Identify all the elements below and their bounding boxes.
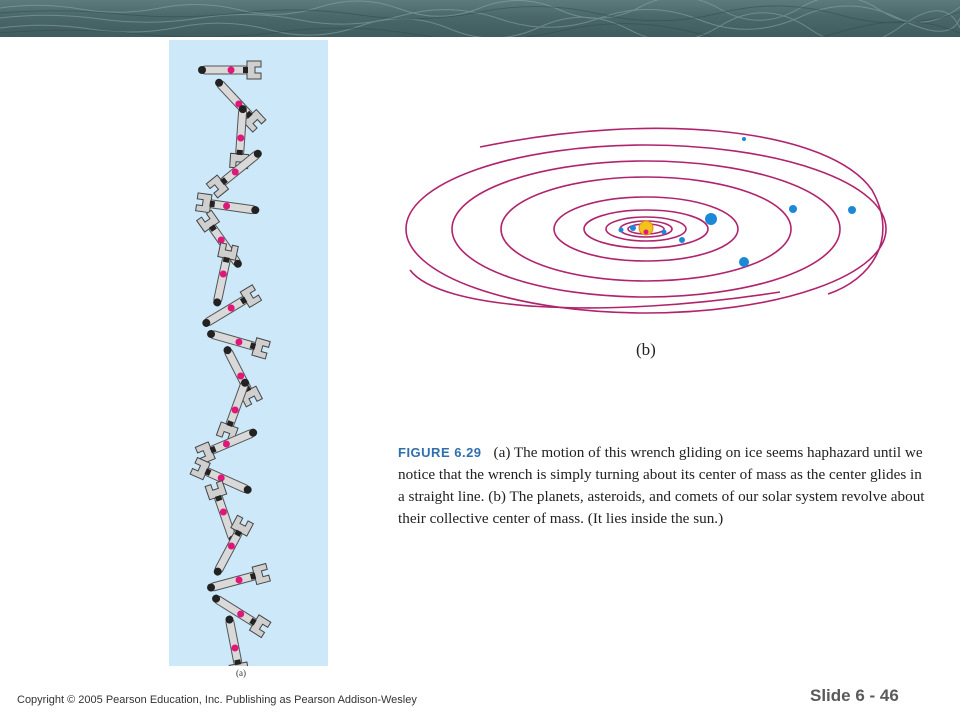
center-of-mass-dot xyxy=(231,645,238,652)
figure-number: FIGURE 6.29 xyxy=(398,445,482,460)
outer-orbit-tail xyxy=(410,270,780,308)
center-of-mass-dot xyxy=(236,577,243,584)
center-of-mass-dot xyxy=(220,509,227,516)
panel-a-label: (a) xyxy=(236,668,246,678)
water-texture xyxy=(0,0,960,37)
copyright-notice: Copyright © 2005 Pearson Education, Inc. Publishing as Pearson Addison-Wesley xyxy=(17,694,417,706)
solar-system-figure xyxy=(400,120,900,340)
center-of-mass-dot xyxy=(235,339,242,346)
orbit-diagram xyxy=(400,120,900,335)
center-of-mass-dot xyxy=(228,543,235,550)
header-banner xyxy=(0,0,960,37)
center-of-mass-dot xyxy=(232,407,239,414)
center-of-mass-dot xyxy=(218,475,225,482)
center-of-mass-marker xyxy=(644,230,649,235)
center-of-mass-dot xyxy=(232,169,239,176)
center-of-mass-dot xyxy=(220,271,227,278)
planet-4 xyxy=(705,213,717,225)
planet-6 xyxy=(789,205,797,213)
center-of-mass-dot xyxy=(223,203,230,210)
planet-8 xyxy=(630,225,636,231)
planet-1 xyxy=(619,228,624,233)
center-of-mass-dot xyxy=(223,441,230,448)
comet xyxy=(742,137,746,141)
figure-caption xyxy=(398,442,928,530)
center-of-mass-dot xyxy=(228,305,235,312)
planet-3 xyxy=(679,237,685,243)
center-of-mass-dot xyxy=(237,135,244,142)
slide-number: Slide 6 - 46 xyxy=(810,686,899,705)
planet-2 xyxy=(662,230,667,235)
caption-text: (a) The motion of this wrench gliding on ice seems haphazard until we notice that the wrench is simply turning about its center of mass as the center glides in a straight line. (b) The planets, asteroids, and comets of our solar system revolve about their collective center of mass. (It lies inside the sun.) xyxy=(398,444,925,527)
planet-7 xyxy=(848,206,856,214)
center-of-mass-dot xyxy=(228,67,235,74)
planet-5 xyxy=(739,257,749,267)
center-of-mass-dot xyxy=(237,611,244,618)
wrench-sequence xyxy=(169,40,328,666)
panel-b-label: (b) xyxy=(636,340,656,359)
center-of-mass-dot xyxy=(237,373,244,380)
wrench-on-ice-figure xyxy=(169,40,328,666)
